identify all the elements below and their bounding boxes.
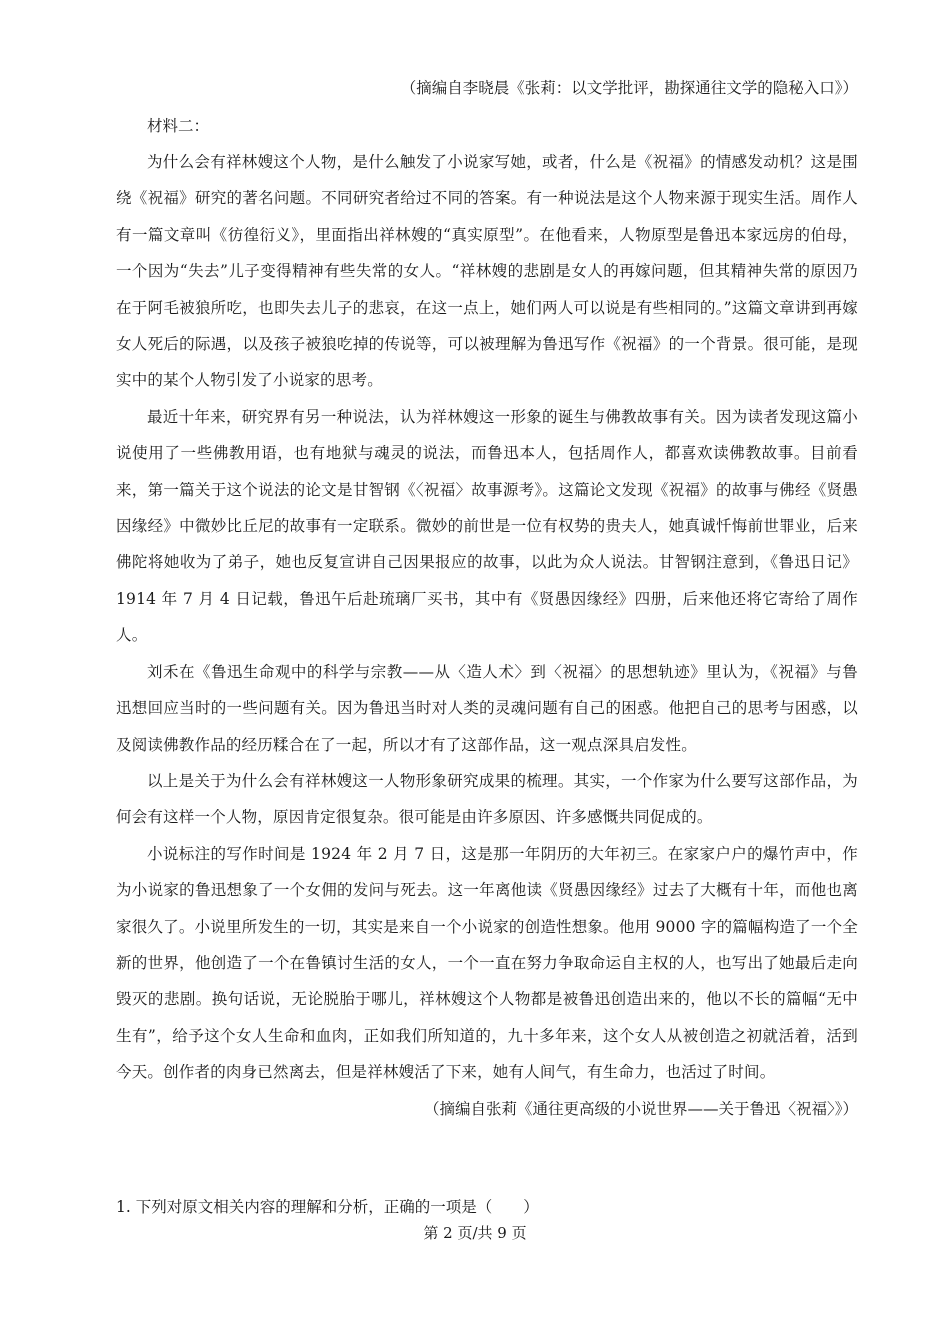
material-label: 材料二： <box>147 117 210 135</box>
paragraph-5: 小说标注的写作时间是 1924 年 2 月 7 日，这是那一年阴历的大年初三。在家家户户的爆竹声中，作为小说家的鲁迅想象了一个女佣的发问与死去。这一年离他读《贤愚因缘经》过去了大概有十年，而他也离家很久了。小说里所发生的一切，其实是来自一个小说家的创造性想象。他用 9000 字的篇幅构造了一个全新的世界，他创造了一个在鲁镇讨生活的女人，一个一直在努力争取命运自主权的人，也写出了她最后走向毁灭的悲剧。换句话说，无论脱胎于哪儿，祥林嫂这个人物都是被鲁迅创造出来的，他以不长的篇幅“无中生有”，给予这个女人生命和血肉，正如我们所知道的，九十多年来，这个女人从被创造之初就活着，活到今天。创作者的肉身已然离去，但是祥林嫂活了下来，她有人间气，有生命力，也活过了时间。 <box>116 844 858 1082</box>
source-citation-2: （摘编自张莉《通往更高级的小说世界——关于鲁迅〈祝福〉》） <box>423 1099 858 1118</box>
paragraph-3: 刘禾在《鲁迅生命观中的科学与宗教——从〈造人术〉到〈祝福〉的思想轨迹》里认为，《祝福》与鲁迅想回应当时的一些问题有关。因为鲁迅当时对人类的灵魂问题有自己的困惑。他把自己的思考与困惑，以及阅读佛教作品的经历糅合在了一起，所以才有了这部作品，这一观点深具启发性。 <box>116 662 858 754</box>
paragraph-4: 以上是关于为什么会有祥林嫂这一人物形象研究成果的梳理。其实，一个作家为什么要写这部作品，为何会有这样一个人物，原因肯定很复杂。很可能是由许多原因、许多感慨共同促成的。 <box>116 771 858 827</box>
question-1: 1. 下列对原文相关内容的理解和分析，正确的一项是（ ） <box>116 1198 539 1216</box>
page-footer: 第 2 页/共 9 页 <box>423 1224 527 1242</box>
paragraph-1: 为什么会有祥林嫂这个人物，是什么触发了小说家写她，或者，什么是《祝福》的情感发动机？这是围绕《祝福》研究的著名问题。不同研究者给过不同的答案。有一种说法是这个人物来源于现实生活。周作人有一篇文章叫《彷徨衍义》，里面指出祥林嫂的“真实原型”。在他看来，人物原型是鲁迅本家远房的伯母，一个因为“失去”儿子变得精神有些失常的女人。“祥林嫂的悲剧是女人的再嫁问题，但其精神失常的原因乃在于阿毛被狼所吃，也即失去儿子的悲哀，在这一点上，她们两人可以说是有些相同的。”这篇文章讲到再嫁女人死后的际遇，以及孩子被狼吃掉的传说等，可以被理解为鲁迅写作《祝福》的一个背景。很可能，是现实中的某个人物引发了小说家的思考。 <box>116 153 858 390</box>
paragraph-2: 最近十年来，研究界有另一种说法，认为祥林嫂这一形象的诞生与佛教故事有关。因为读者发现这篇小说使用了一些佛教用语，也有地狱与魂灵的说法，而鲁迅本人，包括周作人，都喜欢读佛教故事。目前看来，第一篇关于这个说法的论文是甘智钢《〈祝福〉故事源考》。这篇论文发现《祝福》的故事与佛经《贤愚因缘经》中微妙比丘尼的故事有一定联系。微妙的前世是一位有权势的贵夫人，她真诚忏悔前世罪业，后来佛陀将她收为了弟子，她也反复宣讲自己因果报应的故事，以此为众人说法。甘智钢注意到，《鲁迅日记》1914 年 7 月 4 日记载，鲁迅午后赴琉璃厂买书，其中有《贤愚因缘经》四册，后来他还将它寄给了周作人。 <box>116 407 858 645</box>
document-body <box>116 70 858 1127</box>
source-citation-1: （摘编自李晓晨《张莉：以文学批评，勘探通往文学的隐秘入口》） <box>400 79 858 97</box>
